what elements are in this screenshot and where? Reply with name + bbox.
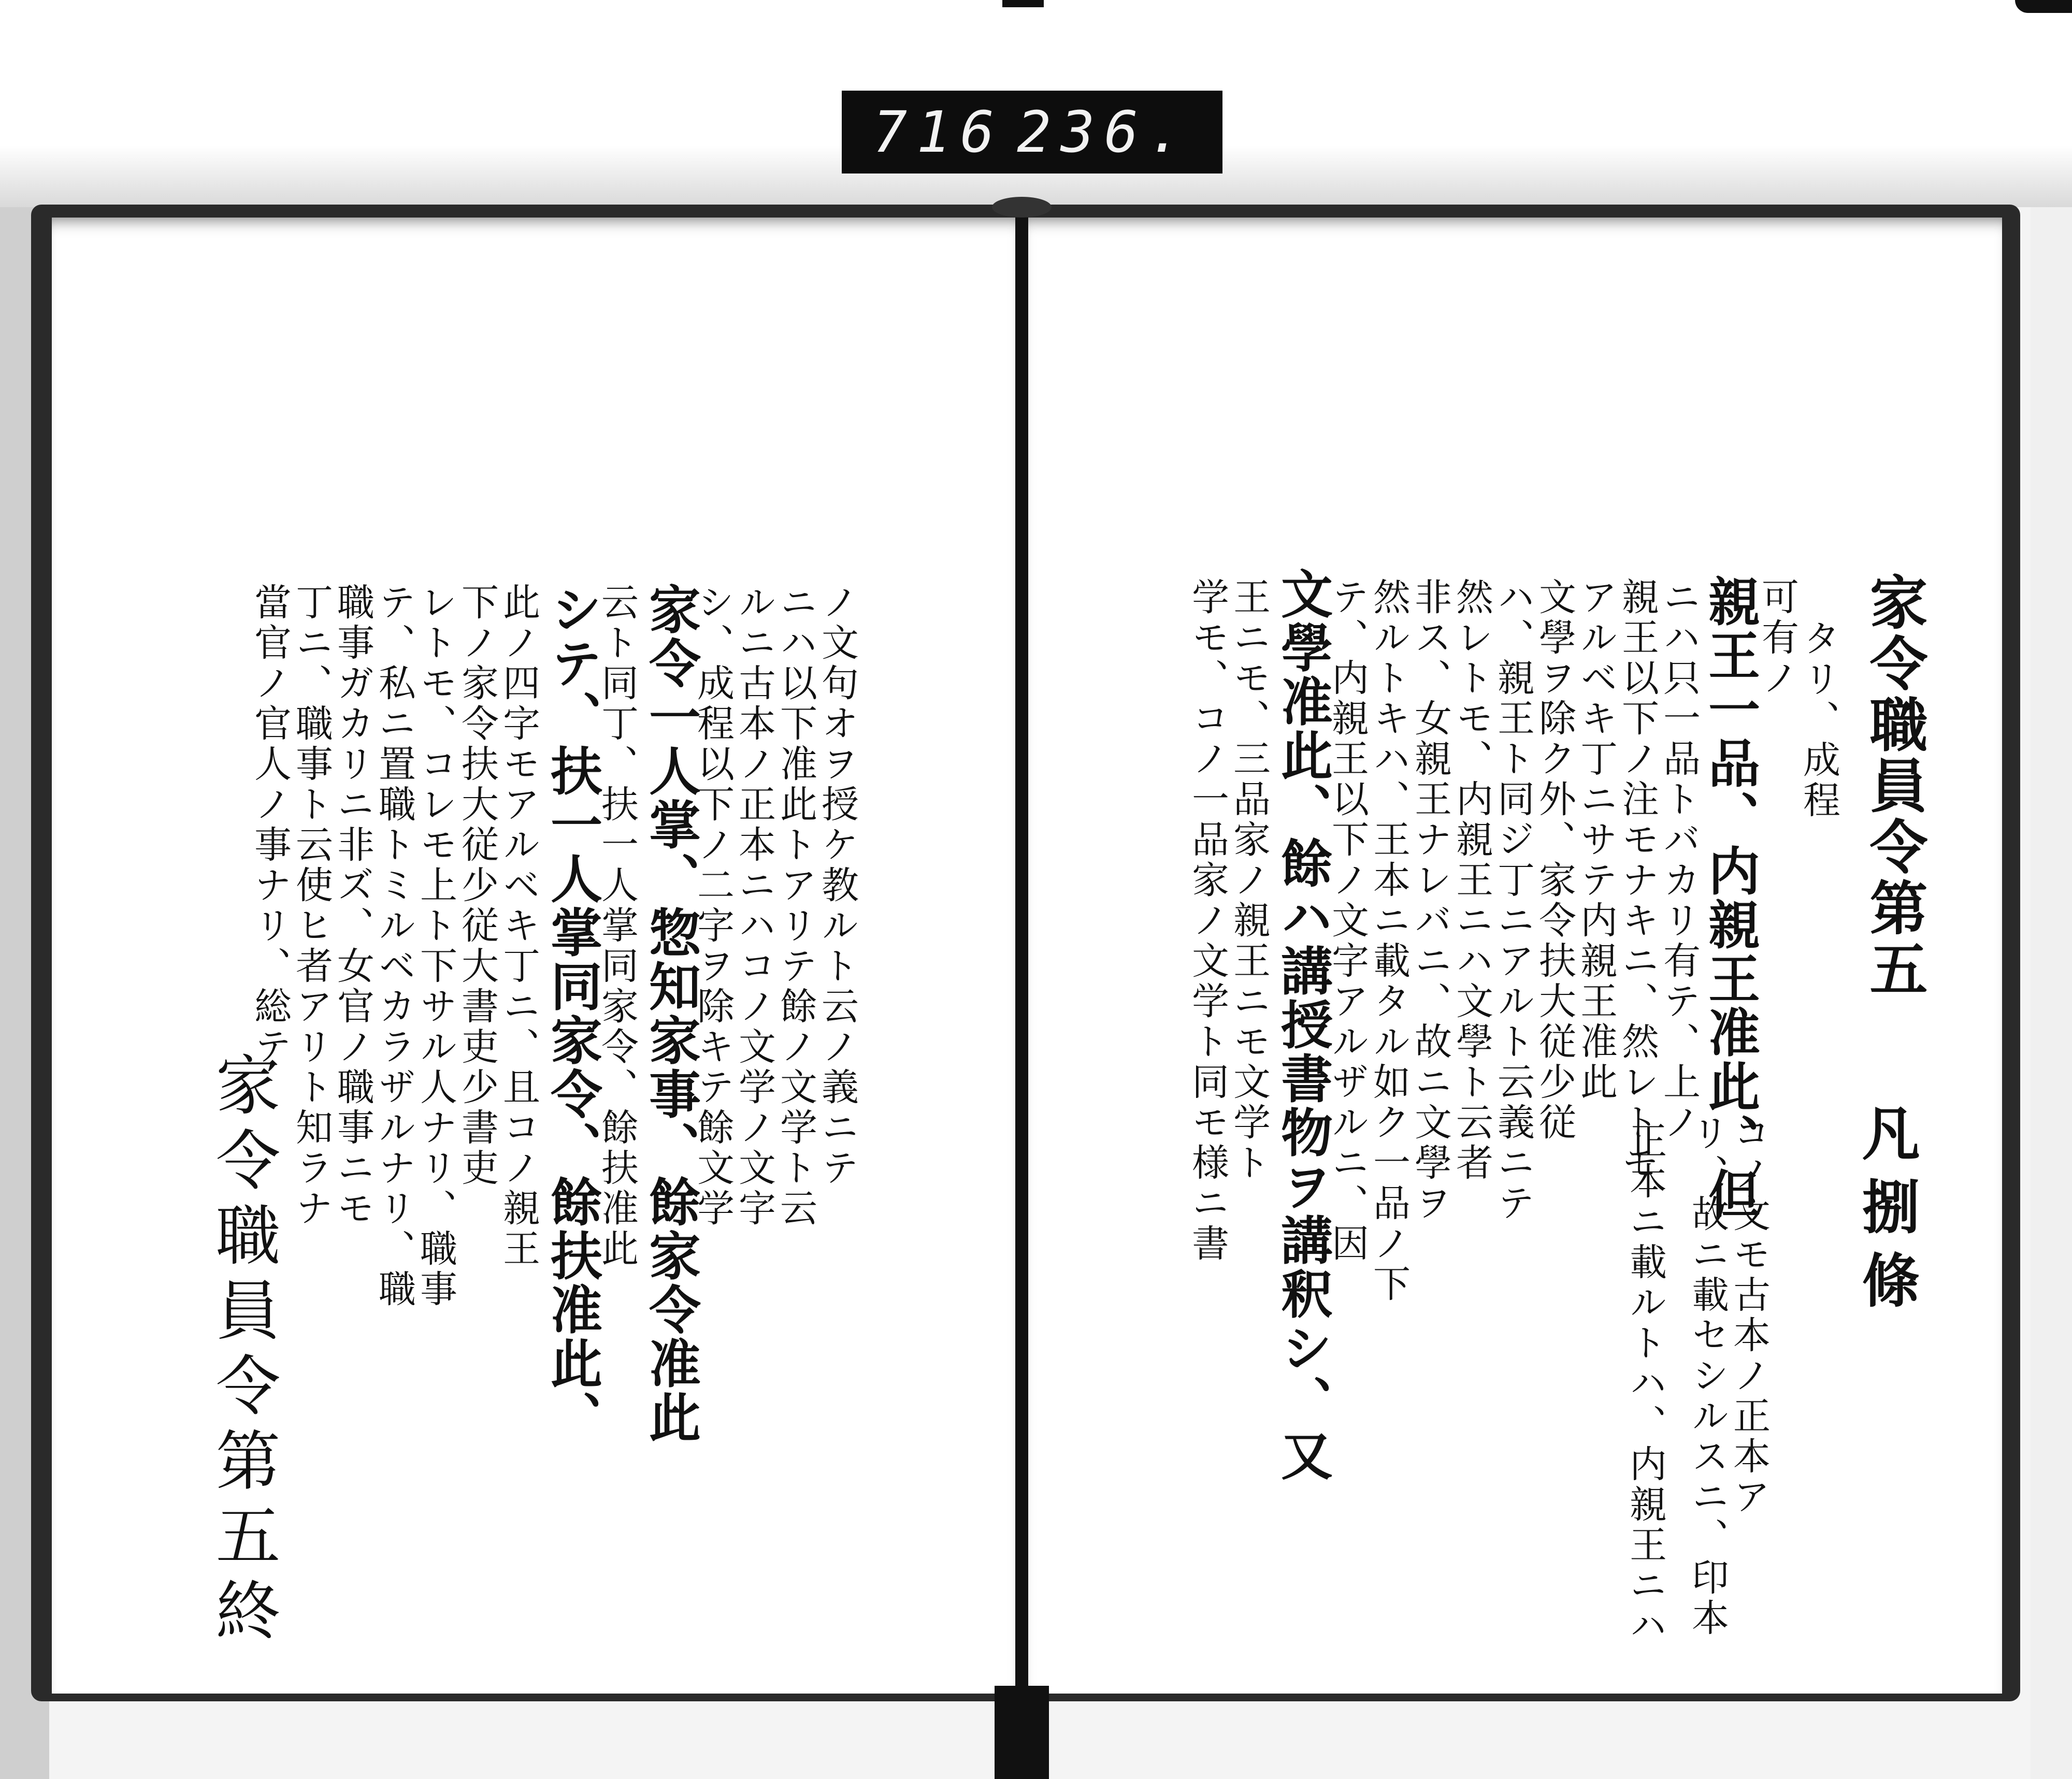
right-column-13: テ、内親王以下ノ文字アルザルニ、因 [1326,577,1369,1264]
corner-registration-mark [2015,0,2072,13]
right-column-10: 然レトモ、内親王ニハ文學ト云者 [1450,577,1493,1183]
left-column-1: ノ文句オヲ授ケ教ルト云ノ義ニテ [815,583,859,1189]
left-column-14: 當官ノ官人ノ事ナリ、総テ [248,583,292,1067]
right-column-16: 学モ、コノ一品家ノ文学ト同モ様ニ書 [1186,577,1229,1264]
right-column-9: ハ、親王ト同ジ丁ニアルト云義ニテ [1491,577,1535,1224]
left-column-10: レトモ、コレモ上ト下サル人ナリ、職事 [414,583,457,1310]
left-column-11: テ、私ニ置職トミルベカラザルナリ、職 [372,583,416,1310]
left-column-4: シ、成程以下ノ二字ヲ除キテ餘文学 [691,583,735,1229]
left-column-9: 下ノ家令扶大従少従大書吏少書吏 [455,583,499,1189]
right-note-3: 正本ニ載ルトハ、内親王ニハ [1623,1121,1667,1646]
reel-number: 716 [873,99,1004,165]
right-column-6: 親王以下ノ注モナキニ、然レトモ [1616,577,1659,1183]
right-column-11: 非ス、女親王ナレバニ、故ニ文學ヲ [1408,577,1452,1224]
right-column-4: 親王一品、内親王准此、但 [1700,575,1761,1221]
left-column-6: 云ト同丁、扶一人掌同家令、餘扶准此 [595,583,639,1269]
scan-right-band [2031,207,2072,1779]
right-column-5: ニハ只一品トバカリ有テ、上ノ [1657,577,1701,1143]
left-column-5: 家令一人掌、惣知家事、餘家令准此 [640,583,701,1444]
left-column-7: シテ、扶一人掌同家令、餘扶准此、 [542,583,603,1444]
right-column-1: 家令職員令第五 [1860,572,1928,1000]
right-note-1: コノ文モ古本ノ正本ア [1727,1113,1771,1517]
microfilm-frame-label [842,91,1222,173]
right-column-8: 文學ヲ除ク外、家令扶大従少従 [1533,577,1576,1143]
right-column-2: タリ、成程 [1797,619,1840,821]
right-column-15: 王ニモ、三品家ノ親王ニモ文学ト [1227,577,1271,1183]
left-column-3: ルニ古本ノ正本ニハコノ文学ノ文字 [732,583,776,1229]
chapter-end-title: 家令職員令第五終 [205,1051,280,1652]
frame-number: 236. [1017,99,1191,165]
right-column-3: 可有ノ [1756,577,1799,699]
right-section-heading: 凡捌條 [1852,1103,1920,1324]
right-column-14: 文學准此、餘ハ講授書物ヲ講釈シ、又 [1272,567,1333,1483]
left-column-2: ニハ以下准此トアリテ餘ノ文学ト云 [774,583,817,1229]
top-registration-mark [1002,0,1044,7]
book-spine [1015,205,1028,1701]
left-column-8: 此ノ四字モアルベキ丁ニ、且コノ親王 [497,583,540,1269]
right-column-7: アルベキ丁ニサテ内親王准此 [1574,577,1618,1103]
left-column-13: 丁ニ、職事ト云使ヒ者アリト知ラナ [290,583,333,1229]
spine-bottom-block [995,1686,1049,1779]
right-column-12: 然ルトキハ、王本ニ載タル如ク一品ノ下 [1367,577,1411,1305]
right-note-2: リ、故ニ載セシルスニ、印本 [1686,1113,1729,1639]
spine-top [992,197,1052,218]
left-column-12: 職事ガカリニ非ズ、女官ノ職事ニモ [331,583,375,1229]
